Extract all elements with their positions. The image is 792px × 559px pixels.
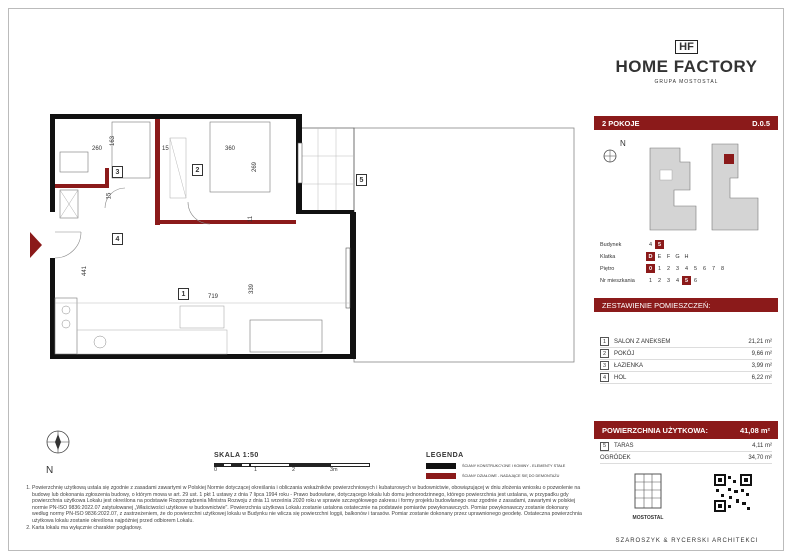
stair-selector bbox=[600, 252, 691, 261]
room-row bbox=[600, 336, 772, 348]
dim-label: 15 bbox=[162, 146, 169, 152]
extra-name: TARAS bbox=[614, 443, 634, 449]
floor-option[interactable]: 7 bbox=[711, 265, 716, 272]
selector-label: Klatka bbox=[600, 253, 616, 260]
room-area: 6,22 m² bbox=[751, 374, 772, 381]
floor-option[interactable]: 4 bbox=[684, 265, 689, 272]
floor-option-selected[interactable]: 0 bbox=[646, 264, 655, 273]
extra-no: 5 bbox=[600, 442, 609, 451]
rooms-header-text: ZESTAWIENIE POMIESZCZEŃ: bbox=[602, 300, 711, 310]
legend-swatch-structural bbox=[426, 463, 456, 469]
dim-label: 719 bbox=[208, 294, 219, 300]
room-area: 3,99 m² bbox=[751, 362, 772, 369]
floor-option[interactable]: 3 bbox=[675, 265, 680, 272]
compass-north-label: N bbox=[46, 465, 54, 476]
rooms-label: 2 POKOJE bbox=[602, 118, 640, 128]
room-number: 5 bbox=[356, 174, 367, 186]
extra-area: 34,70 m² bbox=[748, 455, 772, 461]
terrace-outline bbox=[300, 128, 354, 212]
floor-option[interactable]: 5 bbox=[693, 265, 698, 272]
room-area: 21,21 m² bbox=[748, 338, 772, 345]
compass-icon bbox=[44, 428, 72, 456]
developer-logo bbox=[628, 470, 668, 522]
brand-sub: GRUPA MOSTOSTAL bbox=[654, 79, 719, 85]
rooms-header bbox=[594, 298, 778, 312]
room-no: 4 bbox=[600, 373, 609, 382]
dim-label: 15 bbox=[106, 192, 113, 200]
scale-bar bbox=[214, 452, 370, 475]
dim-label: 360 bbox=[225, 146, 236, 152]
footnote: 2. Karta lokalu ma wyłącznie charakter poglądowy. bbox=[32, 525, 584, 532]
room-name: POKÓJ bbox=[614, 350, 635, 357]
dim-label: 339 bbox=[249, 283, 256, 295]
qr-code-icon bbox=[714, 474, 752, 512]
apartment-option[interactable]: 2 bbox=[657, 277, 662, 284]
stair-option[interactable]: F bbox=[666, 253, 671, 260]
room-number: 3 bbox=[112, 166, 123, 178]
apartment-option-selected[interactable]: 5 bbox=[682, 276, 691, 285]
room-area: 9,66 m² bbox=[751, 350, 772, 357]
entrance-arrow-icon bbox=[30, 232, 42, 258]
stair-option[interactable]: E bbox=[657, 253, 662, 260]
building-option[interactable]: 4 bbox=[648, 241, 653, 248]
scale-tick: 0 bbox=[214, 467, 218, 473]
extra-area-row bbox=[600, 441, 772, 452]
room-row bbox=[600, 372, 772, 384]
building-selector bbox=[600, 240, 664, 249]
legend bbox=[426, 452, 565, 479]
legend-swatch-partition bbox=[426, 473, 456, 479]
apartment-selector bbox=[600, 276, 700, 285]
extra-name: OGRÓDEK bbox=[600, 455, 631, 461]
scale-title: SKALA 1:50 bbox=[214, 452, 259, 459]
selector-label: Budynek bbox=[600, 241, 622, 248]
dim-label: 11 bbox=[248, 215, 255, 223]
brand-logo bbox=[614, 36, 759, 106]
room-no: 2 bbox=[600, 349, 609, 358]
room-no: 3 bbox=[600, 361, 609, 370]
dim-label: 260 bbox=[92, 146, 103, 152]
floor-option[interactable]: 1 bbox=[657, 265, 662, 272]
apartment-option[interactable]: 6 bbox=[693, 277, 698, 284]
floor-option[interactable]: 8 bbox=[720, 265, 725, 272]
scale-tick: 2 bbox=[292, 467, 296, 473]
footnotes bbox=[14, 485, 584, 531]
room-name: SALON Z ANEKSEM bbox=[614, 338, 671, 345]
apartment-option[interactable]: 1 bbox=[648, 277, 653, 284]
floor-plan bbox=[20, 98, 590, 376]
scale-tick: 1 bbox=[254, 467, 258, 473]
svg-text:N: N bbox=[620, 140, 626, 148]
legend-item bbox=[426, 463, 565, 469]
compass bbox=[44, 428, 72, 476]
usable-area-label: POWIERZCHNIA UŻYTKOWA: bbox=[602, 425, 708, 435]
floor-option[interactable]: 2 bbox=[666, 265, 671, 272]
building-logo-icon bbox=[631, 470, 665, 510]
floor-plan-drawing bbox=[20, 98, 590, 376]
dim-label: 163 bbox=[110, 135, 117, 147]
garden-outline bbox=[354, 128, 574, 362]
qr-code[interactable] bbox=[714, 474, 752, 517]
room-row bbox=[600, 348, 772, 360]
key-plan bbox=[600, 140, 772, 241]
legend-title: LEGENDA bbox=[426, 452, 464, 459]
apartment-option[interactable]: 3 bbox=[666, 277, 671, 284]
selector-label: Piętro bbox=[600, 265, 615, 272]
room-number: 4 bbox=[112, 233, 123, 245]
floor-selector bbox=[600, 264, 727, 273]
room-row bbox=[600, 360, 772, 372]
stair-option[interactable]: H bbox=[684, 253, 689, 260]
room-name: HOL bbox=[614, 374, 627, 381]
sidebar bbox=[594, 18, 778, 548]
selector-label: Nr mieszkania bbox=[600, 277, 635, 284]
apartment-option[interactable]: 4 bbox=[675, 277, 680, 284]
unit-header bbox=[594, 116, 778, 130]
legend-text: ŚCIANY DZIAŁOWE - NADAJĄCE SIĘ DO DEMONTAŻU bbox=[462, 474, 560, 478]
room-number: 1 bbox=[178, 288, 189, 300]
architect-credit: SZAROSZYK & RYCERSKI ARCHITEKCI bbox=[615, 538, 759, 544]
brand-name: HOME FACTORY bbox=[615, 57, 758, 76]
room-no: 1 bbox=[600, 337, 609, 346]
brand-mark: HF bbox=[675, 40, 698, 54]
legend-text: ŚCIANY KONSTRUKCYJNE I KOMINY - ELEMENTY STAŁE bbox=[462, 464, 566, 468]
dim-label: 441 bbox=[82, 265, 89, 277]
scale-tick: 3m bbox=[330, 467, 338, 473]
usable-area-value: 41,08 m² bbox=[739, 425, 770, 435]
extra-area: 4,11 m² bbox=[752, 443, 772, 449]
floor-option[interactable]: 6 bbox=[702, 265, 707, 272]
dim-label: 269 bbox=[252, 161, 259, 173]
legend-item bbox=[426, 473, 565, 479]
extra-area-row bbox=[600, 453, 772, 464]
stair-option-selected[interactable]: D bbox=[646, 252, 655, 261]
room-name: ŁAZIENKA bbox=[614, 362, 644, 369]
developer-name: MOSTOSTAL bbox=[632, 515, 664, 521]
unit-code: D.0.5 bbox=[752, 118, 770, 128]
key-plan-drawing bbox=[600, 140, 772, 236]
stair-option[interactable]: G bbox=[675, 253, 680, 260]
footnote: 1. Powierzchnię użytkową ustala się zgodnie z zasadami zawartymi w Polskiej Normie dotyczącej określania i obliczania wskaźników powierzchniowych i kubaturowych w budownictwie, obowiązującej w dniu złożenia wniosku o pozwolenie na budowę lub dokonania zgłoszenia budowy, o którym mowa w art. 29 ust. 1 pkt 1 ustawy z dnia 7 lipca 1994 roku - Prawo budowlane, dotyczącego lokalu lub domu jednorodzinnego, którego powierzchnia jest ustalana, w przypadku gdy powierzchnia użytkowa Lokalu jest określona na podstawie Rozporządzenia Ministra Rozwoju z dnia 11 września 2020 roku w sprawie szczegółowego zakresu i formy projektu budowlanego oraz zgodnie z zasadami, zawartymi w polskiej normie PN-ISO 9836:2022.07 zatytułowanej „Właściwości użytkowe w budownictwie". Powierzchnia użytkowa Lokalu zostanie ustalona ostatecznie na podstawie pomiarów powykonawczych. Pomiar powykonawczy zostanie dokonany według normy PN-ISO 9836:2022.07, z zastrzeżeniem, że do powierzchni użytkowej lokalu w Budynku nie wlicza się powierzchni loggii, balkonów i tarasów. Pomiar zostanie dokonany przez uprawnionego geodetę. Ostateczna powierzchnia użytkowa lokalu zostanie określona najpóźniej przed odbiorem Lokalu. bbox=[32, 485, 584, 525]
room-number: 2 bbox=[192, 164, 203, 176]
rooms-table bbox=[600, 336, 772, 384]
building-option-selected[interactable]: 5 bbox=[655, 240, 664, 249]
usable-area-bar bbox=[594, 421, 778, 439]
